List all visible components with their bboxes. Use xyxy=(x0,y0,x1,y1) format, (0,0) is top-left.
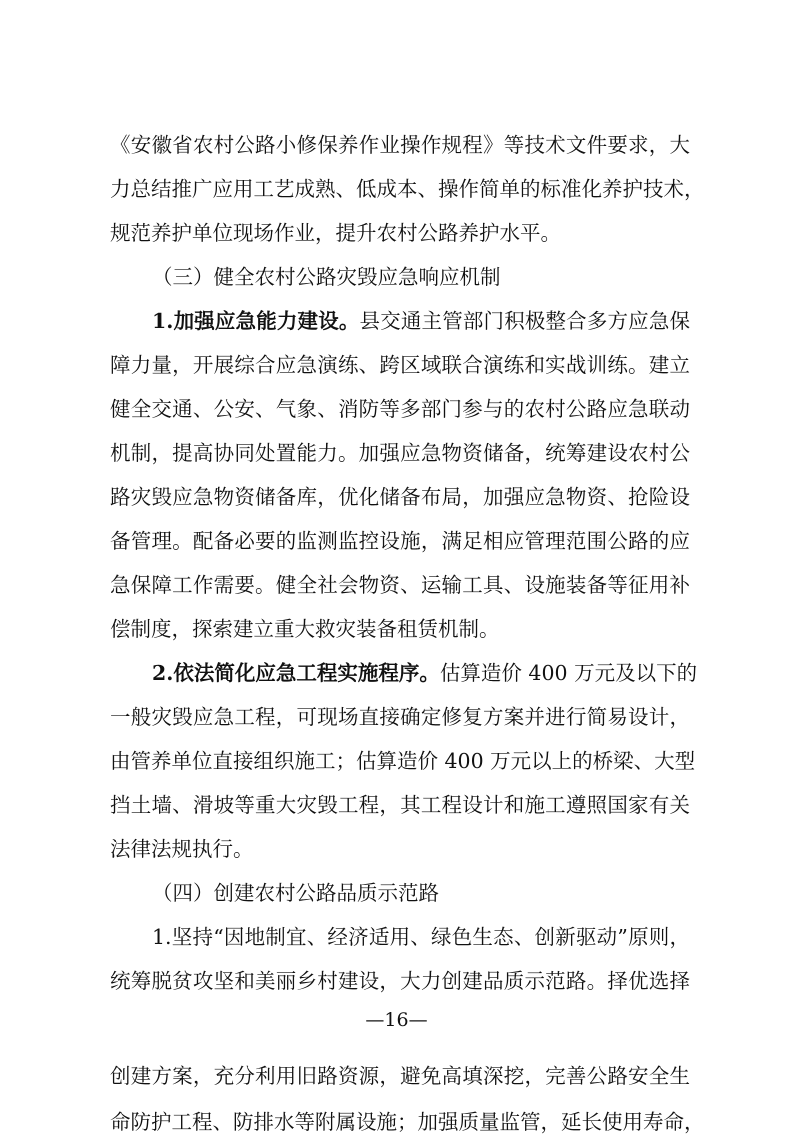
paragraph-line: 路灾毁应急物资储备库，优化储备布局，加强应急物资、抢险设 xyxy=(110,485,690,509)
paragraph-line: 规范养护单位现场作业，提升农村公路养护水平。 xyxy=(110,221,561,245)
paragraph-line xyxy=(152,653,698,693)
paragraph-text: 县交通主管部门积极整合多方应急保 xyxy=(359,309,691,333)
paragraph-line: 急保障工作需要。健全社会物资、运输工具、设施装备等征用补 xyxy=(110,573,690,597)
paragraph-line: 偿制度，探索建立重大救灾装备租赁机制。 xyxy=(110,617,500,641)
paragraph-line: 障力量，开展综合应急演练、跨区域联合演练和实战训练。建立 xyxy=(110,353,690,377)
paragraph-line: 统筹脱贫攻坚和美丽乡村建设，大力创建品质示范路。择优选择 xyxy=(110,969,690,993)
paragraph-line: 力总结推广应用工艺成熟、低成本、操作简单的标准化养护技术， xyxy=(110,177,705,201)
paragraph-line xyxy=(152,301,690,341)
section-heading: （四）创建农村公路品质示范路 xyxy=(152,881,439,905)
paragraph-line: 挡土墙、滑坡等重大灾毁工程，其工程设计和施工遵照国家有关 xyxy=(110,793,690,817)
subheading-bold: 1.加强应急能力建设。 xyxy=(152,309,360,333)
paragraph-line: 命防护工程、防排水等附属设施；加强质量监管，延长使用寿命， xyxy=(110,1110,705,1134)
subheading-bold: 2.依法简化应急工程实施程序。 xyxy=(152,661,440,685)
paragraph-line: 创建方案，充分利用旧路资源，避免高填深挖，完善公路安全生 xyxy=(110,1064,690,1088)
paragraph-text: 估算造价 400 万元及以下的 xyxy=(439,661,698,685)
paragraph-line: 健全交通、公安、气象、消防等多部门参与的农村公路应急联动 xyxy=(110,397,690,421)
paragraph-line: 1.坚持“因地制宜、经济适用、绿色生态、创新驱动”原则， xyxy=(152,925,690,949)
paragraph-line: 由管养单位直接组织施工；估算造价 400 万元以上的桥梁、大型 xyxy=(110,749,696,773)
section-heading: （三）健全农村公路灾毁应急响应机制 xyxy=(152,265,501,289)
page-number: —16— xyxy=(365,1009,428,1031)
paragraph-line: 机制，提高协同处置能力。加强应急物资储备，统筹建设农村公 xyxy=(110,441,690,465)
paragraph-line: 一般灾毁应急工程，可现场直接确定修复方案并进行简易设计， xyxy=(110,705,690,729)
paragraph-line: 备管理。配备必要的监测监控设施，满足相应管理范围公路的应 xyxy=(110,529,690,553)
paragraph-line: 法律法规执行。 xyxy=(110,837,254,861)
paragraph-line: 《安徽省农村公路小修保养作业操作规程》等技术文件要求，大 xyxy=(110,133,690,157)
